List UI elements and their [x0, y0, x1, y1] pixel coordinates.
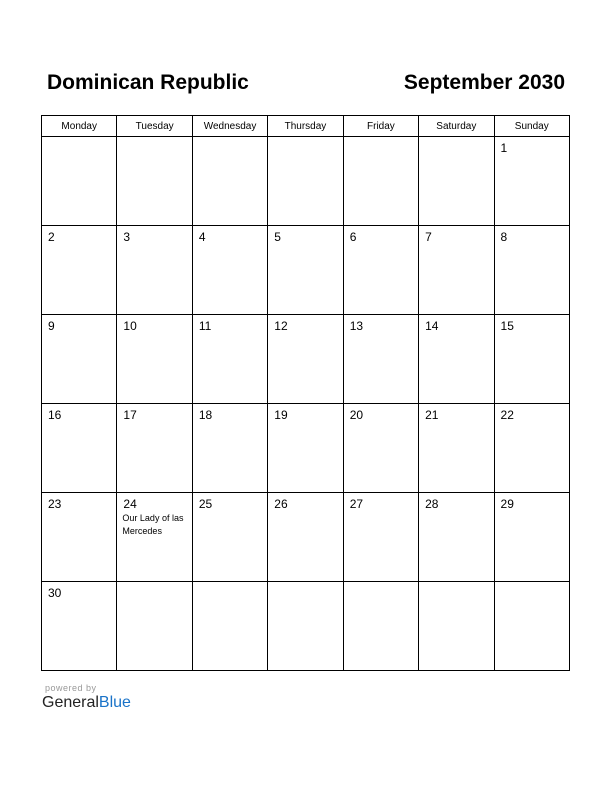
day-cell	[419, 582, 494, 671]
weekday-wednesday: Wednesday	[192, 116, 267, 137]
day-cell	[42, 493, 117, 582]
day-cell	[192, 137, 267, 226]
powered-by-text: powered by	[45, 683, 97, 693]
day-cell	[117, 226, 192, 315]
day-number: 16	[48, 408, 62, 422]
day-number: 6	[349, 230, 357, 244]
day-cell	[419, 404, 494, 493]
day-cell	[494, 493, 569, 582]
day-cell	[268, 404, 343, 493]
day-cell	[42, 226, 117, 315]
day-cell	[419, 137, 494, 226]
day-cell	[268, 137, 343, 226]
day-number: 1	[500, 141, 508, 155]
day-number: 7	[425, 230, 432, 244]
day-number: 26	[274, 497, 288, 511]
day-number: 18	[198, 408, 213, 422]
day-cell	[494, 226, 569, 315]
day-cell	[117, 493, 192, 582]
day-number: 27	[349, 497, 364, 511]
day-cell	[343, 315, 418, 404]
day-cell	[268, 226, 343, 315]
day-cell	[192, 315, 267, 404]
day-cell	[343, 404, 418, 493]
weekday-header-row	[42, 116, 570, 137]
week-row	[42, 493, 570, 582]
calendar-table	[41, 115, 570, 671]
calendar-body	[42, 137, 570, 671]
day-number: 14	[425, 319, 439, 333]
weekday-saturday: Saturday	[419, 116, 494, 137]
day-number: 13	[349, 319, 364, 333]
day-cell	[117, 315, 192, 404]
weekday-thursday: Thursday	[268, 116, 343, 137]
weekday-friday: Friday	[343, 116, 418, 137]
day-cell	[117, 404, 192, 493]
day-cell	[343, 582, 418, 671]
day-number: 4	[198, 230, 206, 244]
day-number: 25	[198, 497, 213, 511]
day-cell	[42, 315, 117, 404]
country-title: Dominican Republic	[47, 71, 249, 94]
week-row	[42, 137, 570, 226]
week-row	[42, 404, 570, 493]
day-cell	[117, 137, 192, 226]
day-number: 29	[500, 497, 514, 511]
day-cell	[117, 582, 192, 671]
day-cell	[192, 226, 267, 315]
day-number: 23	[48, 497, 62, 511]
week-row	[42, 582, 570, 671]
day-cell	[268, 315, 343, 404]
day-number: 5	[274, 230, 281, 244]
weekday-sunday: Sunday	[494, 116, 569, 137]
week-row	[42, 315, 570, 404]
day-cell	[343, 137, 418, 226]
day-cell	[42, 137, 117, 226]
day-cell	[419, 315, 494, 404]
calendar-grid	[41, 115, 570, 673]
brand-blue: Blue	[98, 694, 131, 711]
day-cell	[494, 137, 569, 226]
day-number: 22	[500, 408, 514, 422]
day-cell	[494, 404, 569, 493]
day-cell	[192, 404, 267, 493]
day-cell	[343, 493, 418, 582]
weekday-monday: Monday	[42, 116, 117, 137]
day-number: 20	[349, 408, 364, 422]
day-number: 19	[274, 408, 288, 422]
day-number: 3	[123, 230, 131, 244]
day-number: 12	[274, 319, 288, 333]
month-year-title: September 2030	[403, 71, 565, 94]
day-number: 10	[123, 319, 137, 333]
brand-general: General	[42, 694, 99, 711]
day-cell	[192, 493, 267, 582]
day-number: 30	[48, 586, 62, 600]
day-number: 28	[425, 497, 439, 511]
holiday-label: Our Lady of las Mercedes	[122, 513, 184, 536]
day-cell	[42, 404, 117, 493]
day-number: 11	[198, 319, 212, 333]
day-cell	[494, 582, 569, 671]
day-cell	[268, 582, 343, 671]
week-row	[42, 226, 570, 315]
day-cell	[419, 226, 494, 315]
day-number: 9	[48, 319, 55, 333]
day-cell	[494, 315, 569, 404]
day-number: 15	[500, 319, 514, 333]
day-cell	[268, 493, 343, 582]
day-cell	[343, 226, 418, 315]
day-number: 24	[123, 497, 137, 511]
day-number: 8	[500, 230, 508, 244]
day-number: 21	[425, 408, 439, 422]
day-cell	[192, 582, 267, 671]
weekday-tuesday: Tuesday	[117, 116, 192, 137]
day-number: 17	[123, 408, 137, 422]
day-cell	[419, 493, 494, 582]
day-number: 2	[48, 230, 55, 244]
day-cell	[42, 582, 117, 671]
brand-logo	[42, 694, 131, 712]
